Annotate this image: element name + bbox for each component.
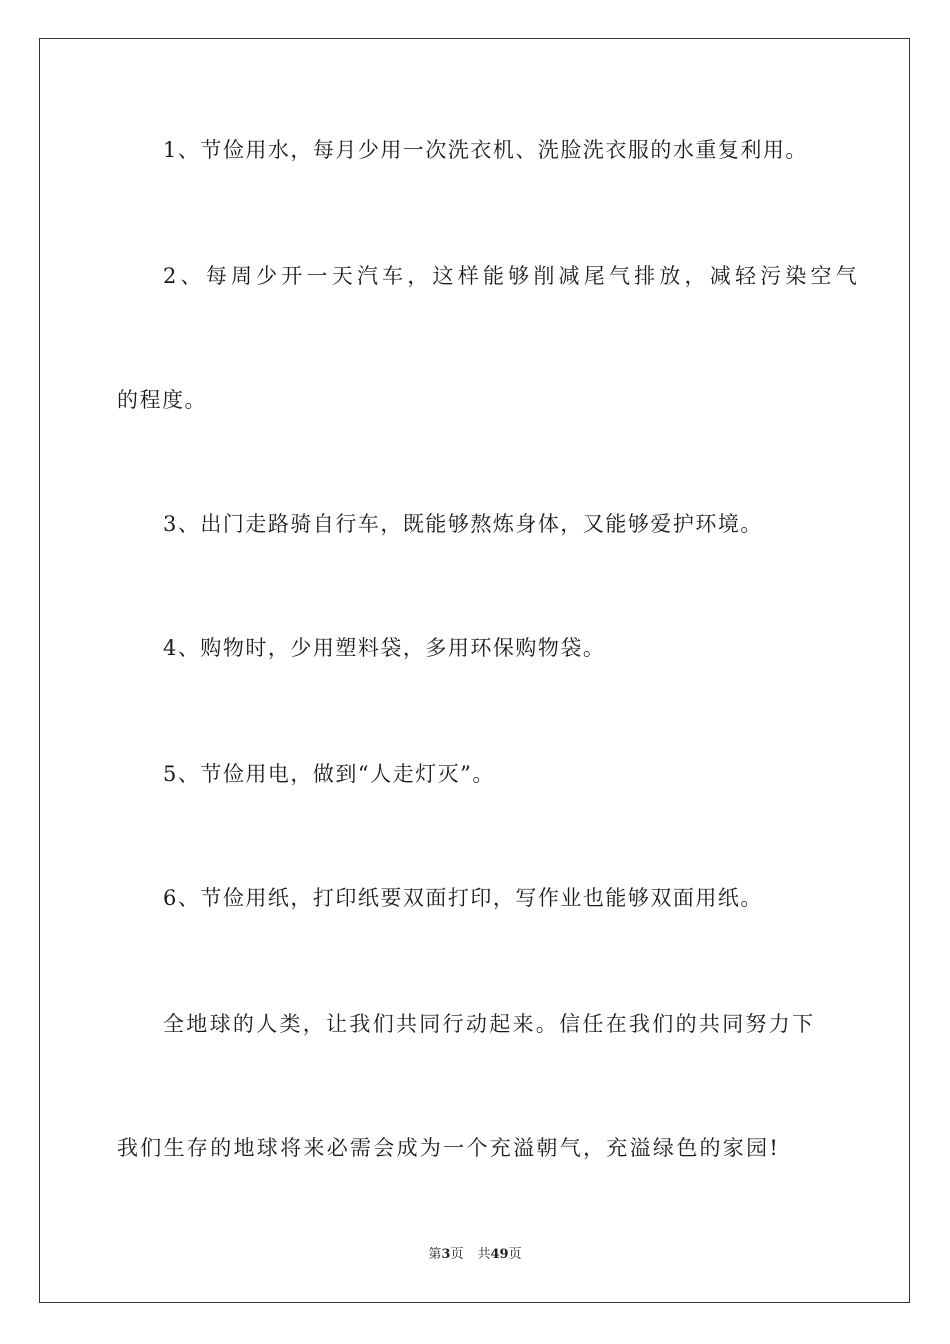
footer-page-number: 3	[441, 1247, 451, 1262]
page-border	[39, 38, 910, 1303]
paragraph-1-line-1: 1、节俭用水，每月少用一次洗衣机、洗脸洗衣服的水重复利用。	[163, 138, 808, 162]
footer-total-suffix: 页	[508, 1247, 522, 1262]
footer-total-pages: 49	[490, 1247, 509, 1262]
paragraph-2-line-1: 2、每周少开一天汽车，这样能够削减尾气排放，减轻污染空气	[163, 264, 861, 288]
paragraph-3-line-1: 3、出门走路骑自行车，既能够熬炼身体，又能够爱护环境。	[163, 512, 763, 536]
paragraph-7-line-2: 我们生存的地球将来必需会成为一个充溢朝气，充溢绿色的家园!	[117, 1136, 781, 1160]
paragraph-5-line-1: 5、节俭用电，做到“人走灯灭”。	[163, 762, 495, 786]
paragraph-2-line-2: 的程度。	[117, 388, 207, 412]
footer-page-suffix: 页	[450, 1247, 464, 1262]
footer-page-prefix: 第	[428, 1247, 442, 1262]
paragraph-4-line-1: 4、购物时，少用塑料袋，多用环保购物袋。	[163, 636, 606, 660]
paragraph-7-line-1: 全地球的人类，让我们共同行动起来。信任在我们的共同努力下	[163, 1012, 816, 1036]
footer-total-prefix: 共	[477, 1247, 491, 1262]
page-footer	[0, 1246, 950, 1264]
paragraph-6-line-1: 6、节俭用纸，打印纸要双面打印，写作业也能够双面用纸。	[163, 886, 763, 910]
